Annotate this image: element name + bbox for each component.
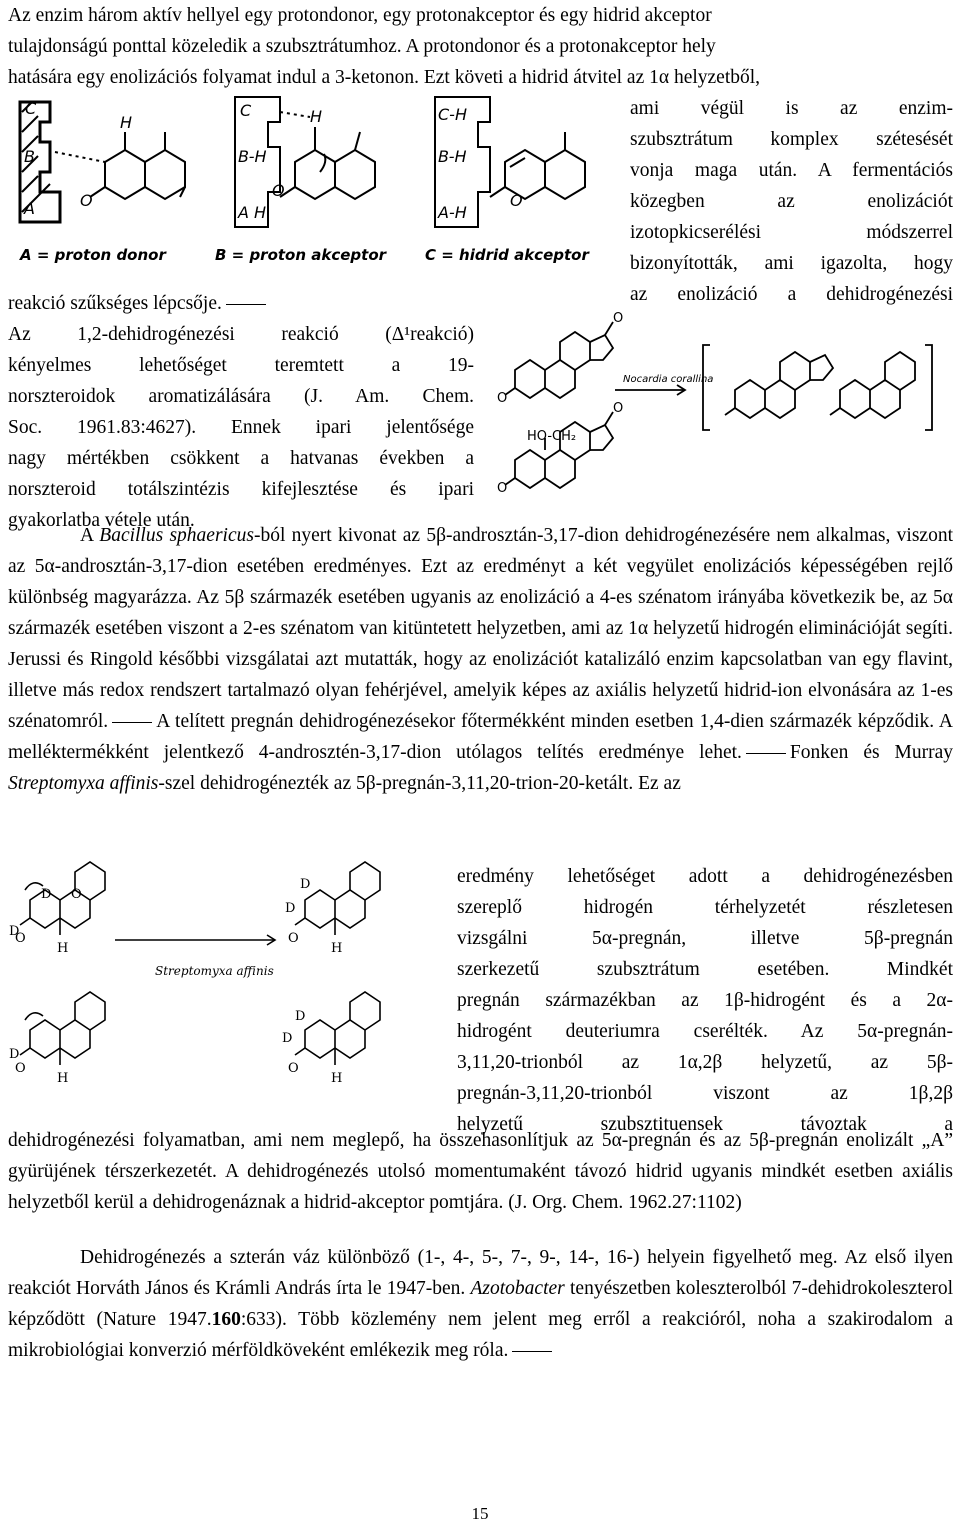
atom-label-c: C: [25, 99, 37, 118]
organism-label-streptomyxa: Streptomyxa affinis: [155, 964, 274, 978]
atom-o: O: [497, 481, 508, 496]
text-run: A: [80, 525, 100, 546]
text-line: 3,11,20-trionból az 1α,2β helyzetű, az 5β-: [457, 1052, 953, 1073]
text-run: -ból nyert kivonat az 5β-androsztán-3,17-dion dehidrogénezésére nem alkalmas, viszont az 5α-androsztán-3,17-dion esetében eredményes. Ezt az eredményt a két vegyület enolizációs képességében rejlő különbség magyarázza. Az 5β származék esetében ugyanis az enolizáció a 4-es szénatom irányába következik be, az 5α származék esetében viszont a 2-es szénatom van kitüntetett helyzetben, ami az 1α helyzetű hidrogén eliminációját segíti. Jerussi és Ringold későbbi vizsgálatai azt mutatták, hogy az enolizációt katalizáló enzim kapcsolatban van egy flavint, illetve más redox rendszert tartalmazó olyan fehérjével, amelyik képes az axiális helyzetű hidrid-ion elvonására az 1-es szénatomról.: [8, 525, 953, 732]
volume-number: 160: [211, 1309, 241, 1330]
atom-d: D: [285, 901, 296, 916]
species-name: Bacillus sphaericus: [99, 525, 254, 546]
text-line: kényelmes lehetőséget teremtett a 19-: [8, 355, 474, 376]
em-dash: [112, 722, 152, 723]
text-line: hidrogént deuteriumra cserélték. Az 5α-pregnán-: [457, 1021, 953, 1042]
species-name: Azotobacter: [470, 1278, 565, 1299]
atom-h: H: [331, 941, 343, 956]
text-run: dehidrogénezési folyamatban, ami nem meglepő, ha összehasonlítjuk az 5α-pregnán és az 5β-pregnán enolizált „A” gyürüjének térszerkezetét. A dehidrogénezés utolsó momentumaként távozó hidrid ugyanis mindkét esetben axiális helyzetből kerül a dehidrogenáznak a hidrid-akceptor pomtjára. (J. Org. Chem. 1962.27:1102): [8, 1130, 953, 1213]
em-dash: [512, 1351, 552, 1352]
text-line: vizsgálni 5α-pregnán, illetve 5β-pregnán: [457, 928, 953, 949]
text-line: pregnán-3,11,20-trionból viszont az 1β,2β: [457, 1083, 953, 1104]
paragraph-pregnan-continued: [8, 1125, 953, 1218]
legend-proton-donor: A = proton donor: [20, 246, 166, 264]
atom-d: D: [282, 1031, 293, 1046]
atom-o: O: [613, 311, 624, 326]
atom-o: O: [613, 401, 624, 416]
figure-enzyme-mechanism: [10, 92, 620, 272]
text-line: vonja maga után. A fermentációs: [630, 160, 953, 181]
atom-o: O: [510, 191, 523, 210]
text-run: Fonken és Murray: [789, 742, 953, 763]
text-line: hatására egy enolizációs folyamat indul a 3-ketonon. Ezt követi a hidrid átvitel az 1α helyzetből,: [8, 67, 761, 88]
atom-o: O: [288, 1061, 299, 1076]
text-line: izotopkicserélési módszerrel: [630, 222, 953, 243]
text-line: Az 1,2-dehidrogénezési reakció (Δ¹reakció): [8, 324, 474, 345]
text-line: pregnán származékban az 1β-hidrogént és a 2α-: [457, 990, 953, 1011]
aromatization-drawing: [495, 300, 950, 500]
paragraph-bacillus: [8, 520, 953, 799]
paragraph-intro-right-column: [630, 93, 953, 310]
paragraph-history: [8, 1242, 953, 1366]
atom-h: H: [120, 113, 133, 132]
species-name: Streptomyxa affinis: [8, 773, 159, 794]
atom-c-h: C-H: [438, 105, 467, 124]
atom-label-b: B: [24, 147, 35, 166]
atom-d: D: [41, 887, 52, 902]
text-line: szerkezetű szubsztrátum esetében. Mindkét: [457, 959, 953, 980]
atom-h: H: [331, 1071, 343, 1086]
atom-h: H: [57, 1071, 69, 1086]
atom-h: H: [310, 107, 323, 126]
em-dash: [746, 753, 786, 754]
page-number: 15: [471, 1504, 489, 1523]
text-line: bizonyították, ami igazolta, hogy: [630, 253, 953, 274]
atom-d: D: [9, 924, 20, 939]
text-line: nagy mértékben csökkent a hatvanas években a: [8, 448, 474, 469]
atom-d: D: [295, 1009, 306, 1024]
atom-a-h-label: A H: [238, 203, 267, 222]
atom-o: O: [272, 181, 285, 200]
em-dash: [226, 304, 266, 305]
text-line: tulajdonságú ponttal közeledik a szubsztrátumhoz. A protondonor és a protonakceptor hely: [8, 36, 716, 57]
atom-b-h: B-H: [238, 147, 267, 166]
text-line: norszteroidok aromatizálására (J. Am. Chem.: [8, 386, 474, 407]
text-line: ami végül is az enzim-: [630, 98, 953, 119]
text-run: Dehidrogénezés a szterán váz különböző (1-, 4-, 5-, 7-, 9-, 14-, 16-) helyein figyelhető meg. Az első ilyen reakciót Horváth János és Krámli András írta le 1947-ben.: [8, 1247, 953, 1299]
mechanism-drawing: [10, 92, 620, 272]
legend-proton-akceptor: B = proton akceptor: [215, 246, 387, 264]
atom-b-h: B-H: [438, 147, 467, 166]
atom-d: D: [300, 877, 311, 892]
paragraph-pregnan-right-column: [457, 861, 953, 1140]
text-line: Az enzim három aktív hellyel egy protondonor, egy protonakceptor és egy hidrid akceptor: [8, 5, 712, 26]
atom-d: D: [9, 1047, 20, 1062]
text-line: eredmény lehetőséget adott a dehidrogénezésben: [457, 866, 953, 887]
text-run: A telített pregnán dehidrogénezésekor főtermékként minden esetben 1,4-dien származék képződik. A melléktermékként jelentkező 4-androsztén-3,17-dion utólagos telítés eredménye lehet.: [8, 711, 953, 763]
text-line: szereplő hidrogén térhelyzetét részletesen: [457, 897, 953, 918]
text-line: szubsztrátum komplex szétesését: [630, 129, 953, 150]
text-line: norszteroid totálszintézis kifejlesztése és ipari: [8, 479, 474, 500]
organism-label-nocardia: Nocardia corallina: [623, 374, 714, 385]
paragraph-dehydrogenation: [8, 319, 474, 536]
atom-h: H: [57, 941, 69, 956]
streptomyxa-drawing: [5, 860, 445, 1125]
text-run: :633). Több közlemény nem jelent meg erről a reakcióról, noha a szakirodalom a mikrobiológiai konverzió mérföldköveként emlékezik meg róla.: [8, 1309, 953, 1361]
group-hydroxymethyl: HO-CH₂: [527, 429, 577, 444]
atom-a-h: A-H: [438, 203, 467, 222]
paragraph-intro: [8, 0, 953, 93]
figure-aromatization: [495, 300, 950, 500]
legend-hidrid-akceptor: C = hidrid akceptor: [425, 246, 589, 264]
text-run: tenyészetben koleszterolból 7-dehidrokoleszterol képződött (Nature 1947.: [8, 1278, 954, 1330]
text-line: közegben az enolizációt: [630, 191, 953, 212]
atom-o: O: [497, 391, 508, 406]
atom-c-h-label: C: [240, 101, 252, 120]
text-line: reakció szűkséges lépcsője.: [8, 293, 222, 314]
text-line: helyzetű szubsztituensek távoztak a: [457, 1114, 953, 1135]
text-run: -szel dehidrogénezték az 5β-pregnán-3,11,20-trion-20-ketált. Ez az: [158, 773, 681, 794]
text-line: Soc. 1961.83:4627). Ennek ipari jelentősége: [8, 417, 474, 438]
atom-label-a: A: [24, 199, 35, 218]
paragraph-intro-end: [8, 288, 488, 319]
atom-o: O: [71, 887, 82, 902]
atom-o: O: [80, 191, 93, 210]
atom-o: O: [15, 1061, 26, 1076]
text-line: gyakorlatba vétele után.: [8, 510, 195, 531]
text-line: az enolizáció a dehidrogénezési: [630, 284, 953, 305]
figure-streptomyxa: [5, 860, 445, 1125]
atom-o: O: [15, 931, 26, 946]
atom-o: O: [288, 931, 299, 946]
